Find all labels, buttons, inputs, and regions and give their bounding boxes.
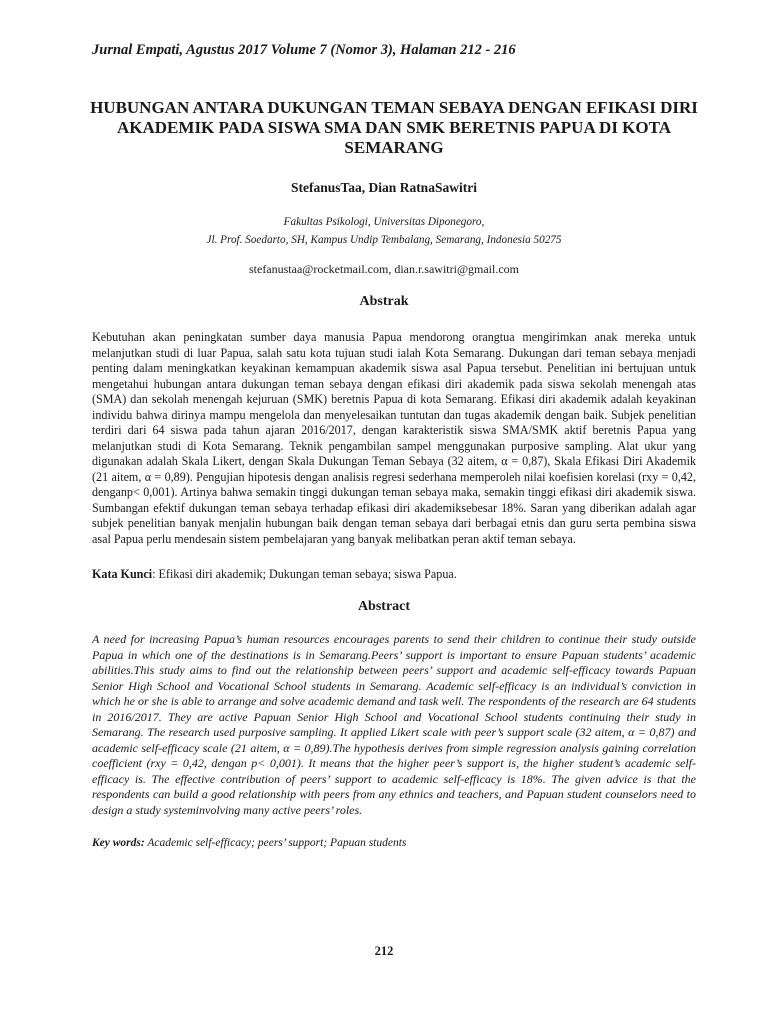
kata-kunci: [92, 567, 696, 583]
page-number: 212: [374, 944, 394, 958]
affiliation-line-2: Jl. Prof. Soedarto, SH, Kampus Undip Tembalang, Semarang, Indonesia 50275: [206, 234, 562, 246]
journal-header: Jurnal Empati, Agustus 2017 Volume 7 (Nomor 3), Halaman 212 - 216: [92, 42, 516, 58]
key-words-text: Academic self-efficacy; peers’ support; Papuan students: [144, 837, 407, 849]
kata-kunci-text: : Efikasi diri akademik; Dukungan teman sebaya; siswa Papua.: [152, 567, 457, 581]
key-words: [92, 836, 696, 852]
abstract-heading: Abstract: [357, 599, 411, 614]
abstrak-body: Kebutuhan akan peningkatan sumber daya manusia Papua mendorong orangtua mengirimkan anak mereka untuk melanjutkan studi di luar Papua, salah satu kota tujuan studi ialah Kota Semarang. Dukungan dari teman sebaya menjadi penting dalam meningkatkan keyakinan kemampuan akademik siswa asal Papua tersebut. Penelitian ini bertujuan untuk mengetahui hubungan antara dukungan teman sebaya dengan efikasi diri akademik pada siswa sekolah menengah atas (SMA) dan sekolah menengah kejuruan (SMK) beretnis Papua di kota Semarang. Efikasi diri akademik adalah keyakinan individu bahwa dirinya mampu mengelola dan menyelesaikan tuntutan dan tugas akademik dengan baik. Subjek penelitian terdiri dari 64 siswa pada tahun ajaran 2016/2017, dengan karakteristik siswa SMA/SMK aktif beretnis Papua yang melanjutkan studi di Kota Semarang. Teknik pengambilan sampel menggunakan purposive sampling. Alat ukur yang digunakan adalah Skala Likert, dengan Skala Dukungan Teman Sebaya (32 aitem, α = 0,87), Skala Efikasi Diri Akademik (21 aitem, α = 0,89). Pengujian hipotesis dengan analisis regresi sederhana memperoleh nilai koefisien korelasi (rxy = 0,42, denganp< 0,001). Artinya bahwa semakin tinggi dukungan teman sebaya maka, semakin tinggi efikasi diri akademik siswa. Sumbangan efektif dukungan teman sebaya terhadap efikasi diri akademiksebesar 18%. Saran yang diberikan adalah agar subjek penelitian banyak menjalin hubungan baik dengan teman sebaya dari berbagai etnis dan guru serta pembina siswa asal Papua perlu mendesain sistem pembelajaran yang banyak melibatkan peran aktif teman sebaya.: [92, 330, 696, 546]
affiliation-line-1: Fakultas Psikologi, Universitas Diponegoro,: [283, 216, 485, 228]
abstract-body: A need for increasing Papua’s human resources encourages parents to send their children to continue their study outside Papua in which one of the destinations is in Semarang.Peers’ support is important to ensure Papuan students’ academic abilities.This study aims to find out the relationship between peers’ support and academic self-efficacy towards Papuan Senior High School and Vocational School students in Semarang. Academic self-efficacy is an individual’s conviction in which he or she is able to arrange and solve academic demand and task well. The respondents of the research are 64 students in 2016/2017. They are active Papuan Senior High School and Vocational School students continuing their study in Semarang. The research used purposive sampling. It applied Likert scale with peer’s support scale (32 aitem, α = 0,87) and academic self-efficacy scale (21 aitem, α = 0,89).The hypothesis derives from simple regression analysis gaining correlation coefficient (rxy = 0,42, dengan p< 0,001). It means that the higher peer’s support is, the higher student’s academic self-efficacy is. The effective contribution of peers’ support to academic self-efficacy is 18%. The given advice is that the respondents can build a good relationship with peers from any ethnics and teachers, and Papuan student counselors need to design a study systeminvolving many active peers’ roles.: [92, 632, 696, 817]
kata-kunci-label: Kata Kunci: [92, 567, 153, 581]
author-emails: stefanustaa@rocketmail.com, dian.r.sawitri@gmail.com: [248, 262, 520, 276]
key-words-label: Key words:: [92, 837, 145, 849]
paper-title: HUBUNGAN ANTARA DUKUNGAN TEMAN SEBAYA DENGAN EFIKASI DIRI AKADEMIK PADA SISWA SMA DAN SMK BERETNIS PAPUA DI KOTA SEMARANG: [90, 98, 698, 157]
abstrak-heading: Abstrak: [359, 294, 409, 309]
authors: StefanusTaa, Dian RatnaSawitri: [291, 180, 477, 195]
